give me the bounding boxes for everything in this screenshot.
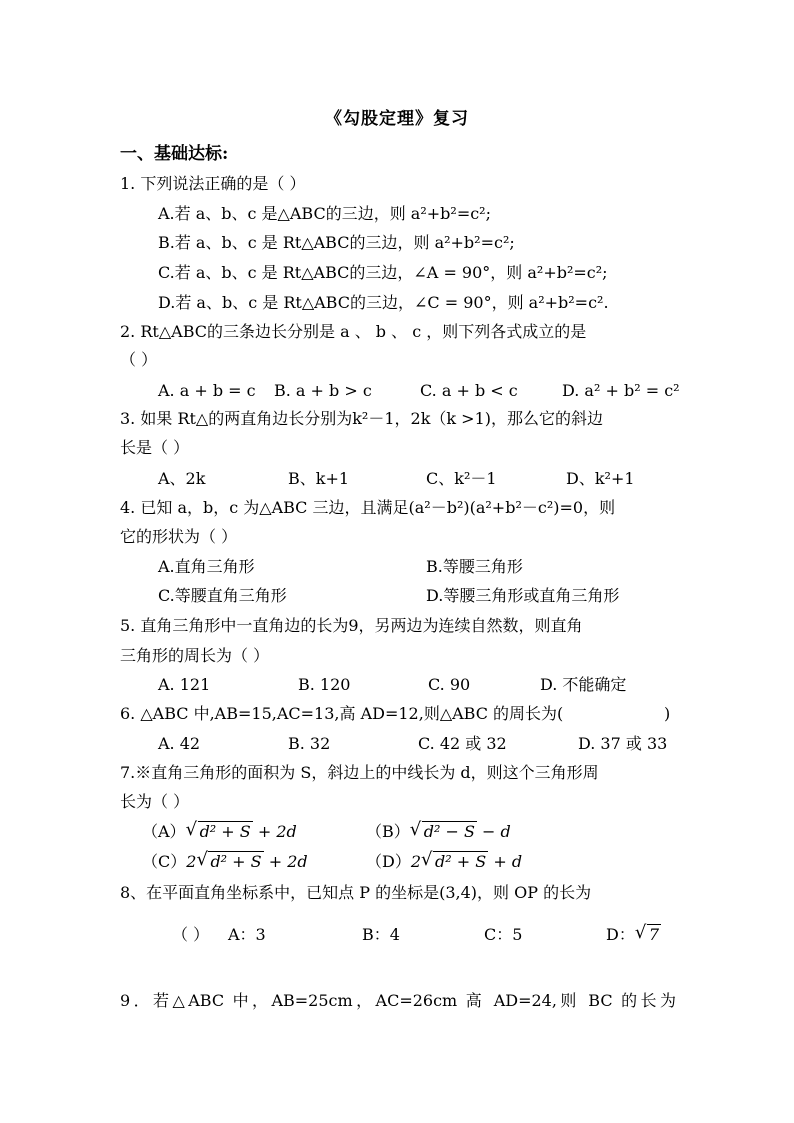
question-4-option-a: A.直角三角形 — [158, 557, 255, 576]
question-8-option-b: B：4 — [362, 925, 400, 944]
question-4-option-d: D.等腰三角形或直角三角形 — [426, 586, 620, 605]
question-7-option-b — [366, 820, 511, 844]
question-8-option-d-radicand: 7 — [648, 925, 660, 944]
question-6-stem-close: ) — [664, 704, 671, 723]
question-1-option-d: D.若 a、b、c 是 Rt△ABC的三边，∠C = 90°，则 a²+b²=c². — [158, 293, 609, 312]
question-6-option-d: D. 37 或 33 — [578, 734, 668, 753]
question-8-option-c: C：5 — [484, 925, 523, 944]
question-7-option-b-tail: − d — [476, 822, 511, 841]
question-2-option-d: D. a² + b² = c² — [562, 381, 680, 400]
question-7-option-b-radicand: d² − S — [423, 822, 475, 841]
question-6-option-a: A. 42 — [158, 734, 201, 753]
question-7-option-b-label: （B） — [366, 822, 410, 841]
sqrt-icon — [188, 820, 253, 844]
question-4-option-c: C.等腰直角三角形 — [158, 586, 287, 605]
question-3-stem-line1: 3. 如果 Rt△的两直角边长分别为k²－1，2k（k >1)，那么它的斜边 — [120, 409, 603, 428]
question-1-option-a: A.若 a、b、c 是△ABC的三边，则 a²+b²=c²; — [158, 204, 491, 223]
question-7-option-d-coef: 2 — [410, 852, 422, 871]
question-7-option-c — [142, 850, 308, 874]
sqrt-icon — [423, 850, 488, 874]
question-3-option-c: C、k²－1 — [426, 469, 497, 488]
question-8-option-d — [606, 923, 661, 947]
question-2-option-c: C. a + b < c — [420, 381, 518, 400]
question-4-stem-line2: 它的形状为（ ） — [120, 527, 238, 546]
question-7-option-c-label: （C） — [142, 852, 187, 871]
page-title: 《勾股定理》复习 — [325, 109, 469, 129]
sqrt-icon — [637, 923, 661, 947]
question-6-option-b: B. 32 — [288, 734, 331, 753]
question-8-option-d-label: D： — [606, 925, 635, 944]
question-7-option-c-radicand: d² + S — [210, 852, 262, 871]
section-heading: 一、基础达标: — [120, 144, 229, 164]
question-6-option-c: C. 42 或 32 — [418, 734, 507, 753]
question-2-stem-line2: （ ） — [120, 350, 158, 369]
question-6-stem: 6. △ABC 中,AB=15,AC=13,高 AD=12,则△ABC 的周长为( — [120, 704, 564, 723]
question-2-option-a: A. a + b = c — [158, 381, 256, 400]
question-3-option-a: A、2k — [158, 469, 206, 488]
question-1-option-c: C.若 a、b、c 是 Rt△ABC的三边，∠A = 90°，则 a²+b²=c²; — [158, 263, 608, 282]
question-7-option-a-tail: + 2d — [252, 822, 297, 841]
question-7-stem-line2: 长为（ ） — [120, 792, 190, 811]
question-7-stem-line1: 7.※直角三角形的面积为 S，斜边上的中线长为 d，则这个三角形周 — [120, 763, 599, 782]
question-7-option-c-tail: + 2d — [263, 852, 308, 871]
question-5-option-b: B. 120 — [298, 675, 351, 694]
question-4-stem-line1: 4. 已知 a，b，c 为△ABC 三边，且满足(a²－b²)(a²+b²－c²)=0，则 — [120, 498, 616, 517]
question-3-option-b: B、k+1 — [288, 469, 350, 488]
question-8-stem: 8、在平面直角坐标系中，已知点 P 的坐标是(3,4)，则 OP 的长为 — [120, 883, 592, 902]
question-8-answer-paren: （ ） — [172, 925, 210, 944]
sqrt-icon — [412, 820, 477, 844]
question-9-stem: 9．若△ABC 中，AB=25cm，AC=26cm 高 AD=24,则 BC 的长为 — [120, 991, 676, 1010]
question-7-option-a — [142, 820, 297, 844]
sqrt-icon — [198, 850, 263, 874]
question-7-option-d-radicand: d² + S — [435, 852, 487, 871]
question-7-option-a-radicand: d² + S — [199, 822, 251, 841]
question-1-option-b: B.若 a、b、c 是 Rt△ABC的三边，则 a²+b²=c²; — [158, 233, 515, 252]
question-5-stem-line2: 三角形的周长为（ ） — [120, 646, 270, 665]
question-3-option-d: D、k²+1 — [566, 469, 635, 488]
question-4-option-b: B.等腰三角形 — [426, 557, 523, 576]
question-3-stem-line2: 长是（ ） — [120, 438, 190, 457]
question-2-option-b: B. a + b > c — [274, 381, 372, 400]
question-5-stem-line1: 5. 直角三角形中一直角边的长为9，另两边为连续自然数，则直角 — [120, 616, 583, 635]
question-1-stem: 1. 下列说法正确的是（ ） — [120, 174, 306, 193]
question-5-option-c: C. 90 — [428, 675, 471, 694]
question-2-stem-line1: 2. Rt△ABC的三条边长分别是 a 、 b 、 c ，则下列各式成立的是 — [120, 322, 587, 341]
question-7-option-d-tail: + d — [488, 852, 523, 871]
question-7-option-a-label: （A） — [142, 822, 186, 841]
question-7-option-c-coef: 2 — [186, 852, 197, 871]
question-8-option-a: A：3 — [228, 925, 266, 944]
question-7-option-d — [366, 850, 522, 874]
question-5-option-a: A. 121 — [158, 675, 211, 694]
question-5-option-d: D. 不能确定 — [540, 675, 627, 694]
question-7-option-d-label: （D） — [366, 852, 411, 871]
